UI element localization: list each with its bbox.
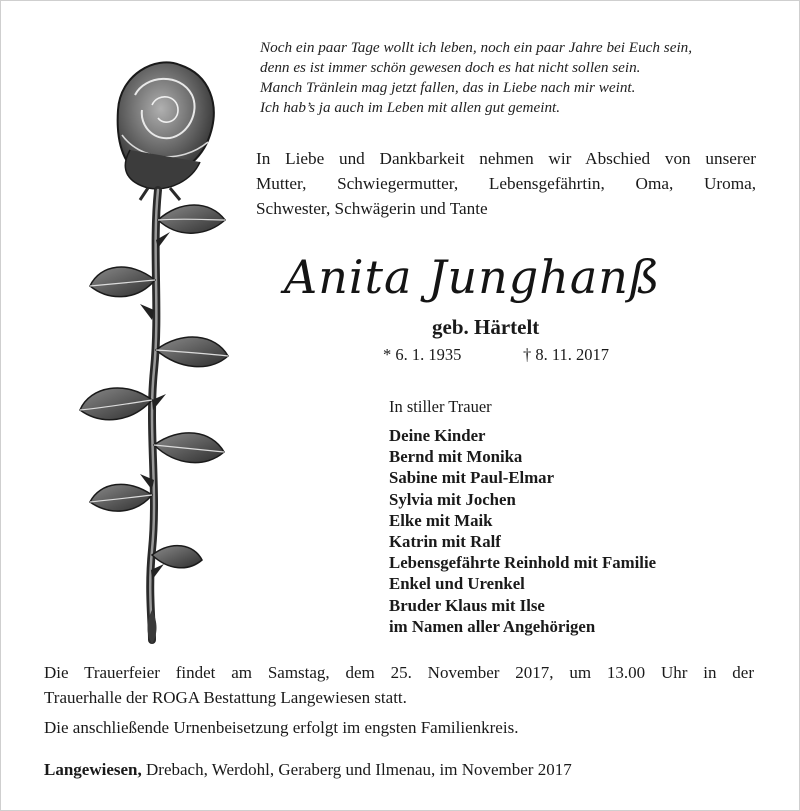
mourner-line: Enkel und Urenkel <box>389 574 525 594</box>
intro-line: In Liebe und Dankbarkeit nehmen wir Abschied von unserer <box>256 149 756 168</box>
born-name: geb. Härtelt <box>432 315 540 339</box>
mourner-line: Sabine mit Paul-Elmar <box>389 468 555 488</box>
mourners-list <box>389 425 656 637</box>
mourner-line: im Namen aller Angehörigen <box>389 616 596 636</box>
ceremony-line: Trauerhalle der ROGA Bestattung Langewiesen statt. <box>44 688 407 707</box>
mourner-line: Katrin mit Ralf <box>389 532 501 552</box>
poem-line: denn es ist immer schön gewesen doch es hat nicht sollen sein. <box>260 59 641 76</box>
mourner-line: Elke mit Maik <box>389 510 493 530</box>
mourner-line: Bernd mit Monika <box>389 447 523 467</box>
signoff-rest: Drebach, Werdohl, Geraberg und Ilmenau, im November 2017 <box>141 760 572 779</box>
poem-line: Manch Tränlein mag jetzt fallen, das in Liebe nach mir weint. <box>260 79 636 96</box>
poem-line: Noch ein paar Tage wollt ich leben, noch ein paar Jahre bei Euch sein, <box>260 39 693 56</box>
ceremony-text <box>44 660 754 710</box>
urn-text: Die anschließende Urnenbeisetzung erfolgt im engsten Familienkreis. <box>44 718 519 737</box>
mourner-line: Bruder Klaus mit Ilse <box>389 595 545 615</box>
rose-illustration-icon <box>60 50 260 650</box>
mourner-line: Lebensgefährte Reinhold mit Familie <box>389 553 657 573</box>
intro-line: Mutter, Schwiegermutter, Lebensgefährtin, Oma, Uroma, <box>256 174 756 193</box>
deceased-name: Anita Junghanß <box>284 250 661 304</box>
mourning-heading: In stiller Trauer <box>389 397 492 416</box>
mourner-line: Sylvia mit Jochen <box>389 489 516 509</box>
birth-date: * 6. 1. 1935 <box>383 345 462 364</box>
rose-bloom <box>118 62 214 208</box>
ceremony-line: Die Trauerfeier findet am Samstag, dem 25. November 2017, um 13.00 Uhr in der <box>44 663 754 682</box>
signoff-place: Langewiesen, <box>44 760 142 779</box>
mourner-line: Deine Kinder <box>389 426 486 445</box>
intro-text <box>256 146 756 221</box>
signoff <box>44 757 572 782</box>
death-date: † 8. 11. 2017 <box>523 345 610 364</box>
poem <box>260 38 780 118</box>
intro-line: Schwester, Schwägerin und Tante <box>256 199 488 218</box>
poem-line: Ich hab’s ja auch im Leben mit allen gut gemeint. <box>260 99 561 116</box>
